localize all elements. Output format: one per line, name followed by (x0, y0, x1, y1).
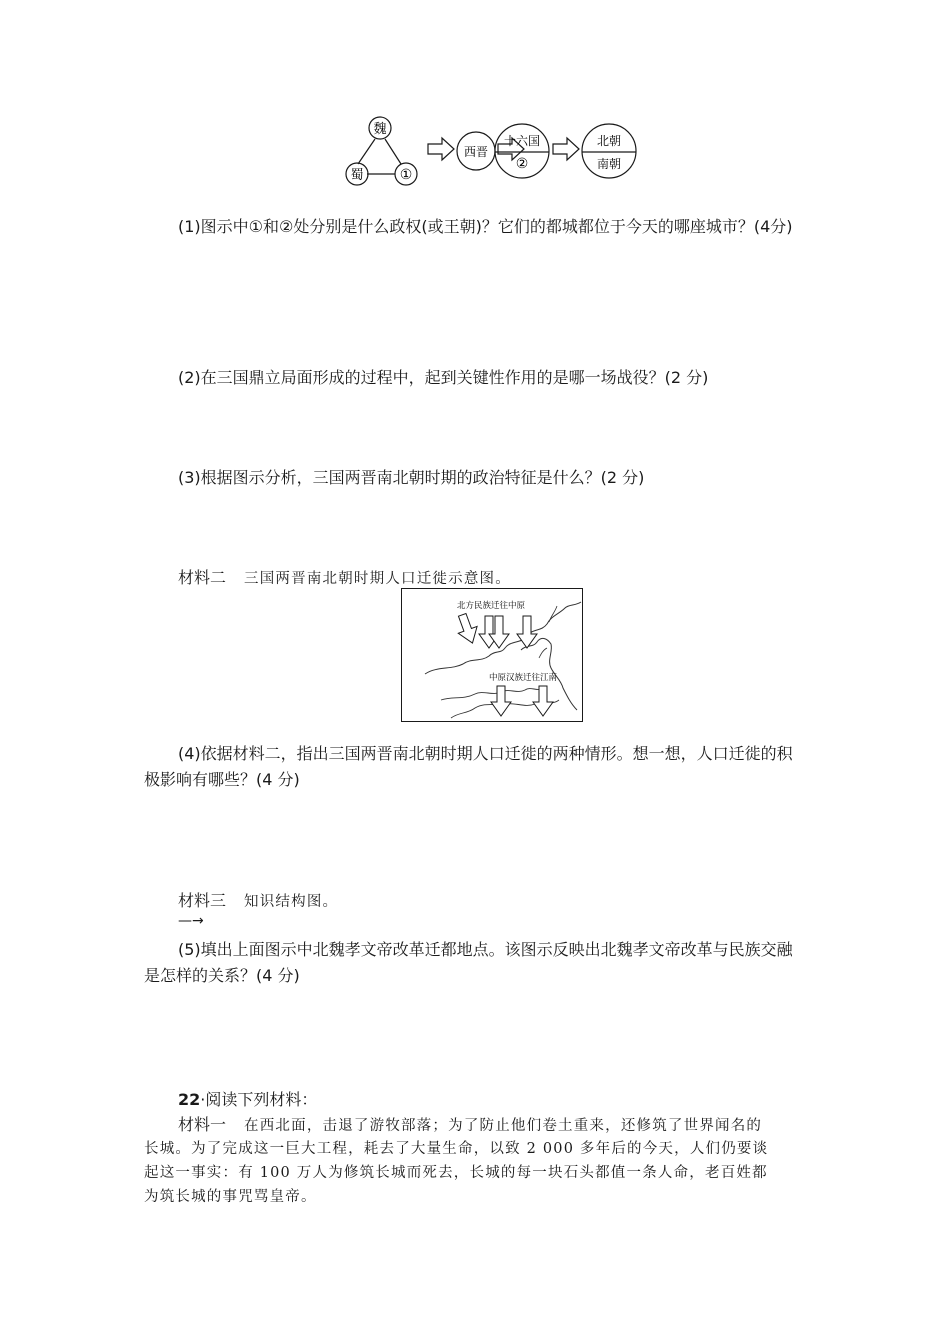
q22-material-1-label: 材料一 (178, 1115, 227, 1134)
western-jin-label: 西晋 (463, 145, 489, 159)
material-3-text: 知识结构图。 (244, 894, 339, 910)
map-label-south: 中原汉族迁往江南 (488, 673, 558, 683)
migration-map (401, 588, 583, 722)
q22-material-1-line-3: 起这一事实：有 100 万人为修筑长城而死去，长城的每一块石头都值一条人命，老百姓都 (144, 1165, 768, 1181)
question-5: (5)填出上面图示中北魏孝文帝改革迁都地点。该图示反映出北魏孝文帝改革与民族交融是怎样的关系？(4 分) (144, 940, 793, 985)
material-3-arrow: —→ (178, 913, 204, 929)
question-2: (2)在三国鼎立局面形成的过程中，起到关键性作用的是哪一场战役？(2 分) (178, 368, 709, 387)
material-3-caption (178, 888, 338, 915)
wei-label: 魏 (373, 122, 387, 137)
sixteen-kingdoms-label: 十六国 (503, 134, 541, 148)
material-2-label: 材料二 (178, 568, 227, 587)
material-2-text: 三国两晋南北朝时期人口迁徙示意图。 (244, 571, 511, 587)
q22-material-1-line-1: 材料一 在西北面，击退了游牧部落；为了防止他们卷土重来，还修筑了世界闻名的 (178, 1115, 763, 1134)
question-1: (1)图示中①和②处分别是什么政权(或王朝)？它们的都城都位于今天的哪座城市？(4分) (178, 217, 793, 236)
flow-arrow-3 (553, 138, 579, 160)
map-label-north: 北方民族迁往中原 (456, 601, 526, 611)
flow-arrow-1 (428, 138, 454, 160)
dynasty-flow-diagram (340, 112, 642, 190)
northern-dynasties-label: 北朝 (596, 134, 622, 148)
q22-material-1-line-2: 长城。为了完成这一巨大工程，耗去了大量生命，以致 2 000 多年后的今天，人们仍要谈 (144, 1141, 769, 1157)
question-3: (3)根据图示分析，三国两晋南北朝时期的政治特征是什么？(2 分) (178, 468, 645, 487)
q22-material-1-line-4: 为筑长城的事咒骂皇帝。 (144, 1189, 317, 1205)
question-22-heading (178, 1087, 317, 1113)
material-3-label: 材料三 (178, 891, 227, 910)
blank1-label: ① (399, 167, 413, 183)
southern-dynasties-label: 南朝 (596, 157, 622, 171)
question-22-number: 22 (178, 1090, 201, 1109)
blank2-label: ② (515, 156, 529, 172)
question-4: (4)依据材料二，指出三国两晋南北朝时期人口迁徙的两种情形。想一想，人口迁徙的积极影响有哪些？(4 分) (144, 744, 793, 789)
shu-label: 蜀 (350, 168, 364, 183)
question-22-instruction: ·阅读下列材料： (200, 1090, 318, 1109)
